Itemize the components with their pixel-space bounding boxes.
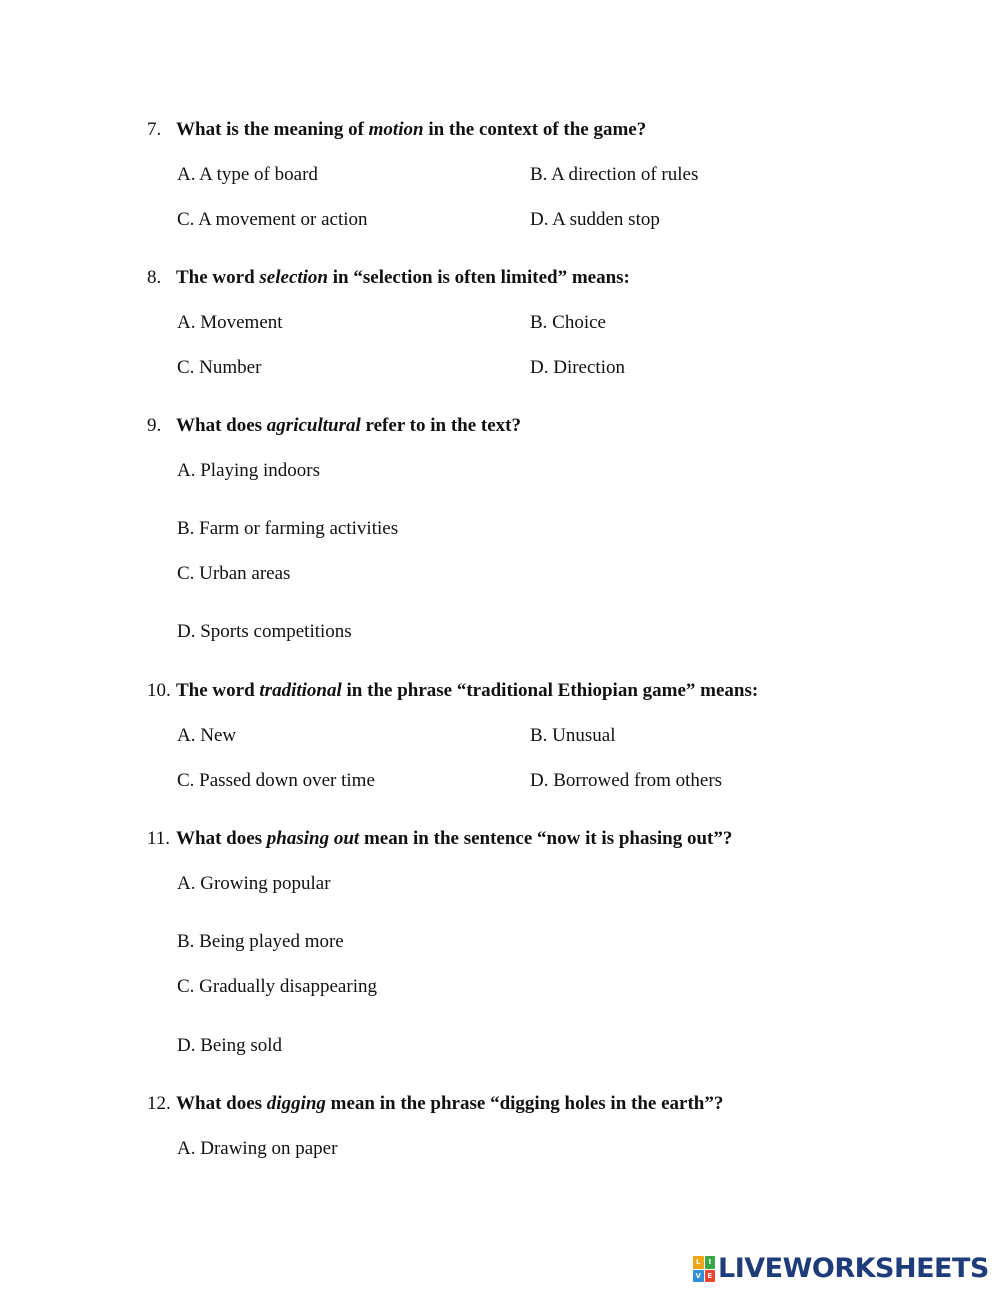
question-text-pre: What is the meaning of	[176, 119, 369, 140]
question-number: 8.	[147, 267, 162, 288]
question-text-post: refer to in the text?	[360, 415, 521, 436]
question-term: traditional	[259, 680, 342, 701]
question-text-post: in the phrase “traditional Ethiopian game” means:	[341, 680, 759, 701]
question-number: 12.	[147, 1093, 171, 1114]
option-10b[interactable]: B. Unusual	[530, 725, 616, 746]
option-10c[interactable]: C. Passed down over time	[177, 770, 375, 791]
option-11d[interactable]: D. Being sold	[177, 1035, 283, 1056]
option-11a[interactable]: A. Growing popular	[177, 873, 331, 894]
question-term: agricultural	[266, 415, 361, 436]
option-10a[interactable]: A. New	[177, 725, 237, 746]
option-8a[interactable]: A. Movement	[177, 312, 283, 333]
option-7b[interactable]: B. A direction of rules	[530, 164, 699, 185]
question-text-pre: What does	[176, 415, 267, 436]
question-9	[147, 415, 521, 437]
option-8d[interactable]: D. Direction	[530, 357, 625, 378]
question-12	[147, 1093, 723, 1115]
option-7d[interactable]: D. A sudden stop	[530, 209, 660, 230]
question-text-pre: The word	[176, 267, 260, 288]
option-9b[interactable]: B. Farm or farming activities	[177, 518, 399, 539]
option-8c[interactable]: C. Number	[177, 357, 262, 378]
question-text-post: in the context of the game?	[423, 119, 647, 140]
logo-letter-i: I	[705, 1256, 716, 1269]
question-number: 11.	[147, 828, 171, 849]
option-9c[interactable]: C. Urban areas	[177, 563, 291, 584]
option-12a[interactable]: A. Drawing on paper	[177, 1138, 338, 1159]
question-text-pre: The word	[176, 680, 260, 701]
question-7	[147, 119, 646, 141]
logo-letter-v: V	[693, 1270, 704, 1283]
question-text-post: mean in the sentence “now it is phasing out”?	[359, 828, 733, 849]
question-text-pre: What does	[176, 828, 267, 849]
option-8b[interactable]: B. Choice	[530, 312, 606, 333]
option-11b[interactable]: B. Being played more	[177, 931, 344, 952]
question-number: 7.	[147, 119, 162, 140]
question-term: phasing out	[266, 828, 360, 849]
question-11	[147, 828, 732, 850]
question-10	[147, 680, 758, 702]
question-text-pre: What does	[176, 1093, 267, 1114]
logo-letter-l: L	[693, 1256, 704, 1269]
logo-letter-e: E	[705, 1270, 716, 1283]
logo-text: LIVEWORKSHEETS	[718, 1253, 989, 1284]
question-8	[147, 267, 630, 289]
option-7a[interactable]: A. A type of board	[177, 164, 318, 185]
liveworksheets-logo[interactable]	[693, 1254, 989, 1284]
logo-mark-icon	[693, 1256, 715, 1282]
question-number: 10.	[147, 680, 171, 701]
option-11c[interactable]: C. Gradually disappearing	[177, 976, 377, 997]
question-text-post: mean in the phrase “digging holes in the earth”?	[325, 1093, 724, 1114]
question-term: digging	[266, 1093, 326, 1114]
question-text-post: in “selection is often limited” means:	[328, 267, 630, 288]
question-number: 9.	[147, 415, 162, 436]
option-9a[interactable]: A. Playing indoors	[177, 460, 321, 481]
option-7c[interactable]: C. A movement or action	[177, 209, 368, 230]
question-term: selection	[259, 267, 329, 288]
option-10d[interactable]: D. Borrowed from others	[530, 770, 723, 791]
question-term: motion	[368, 119, 424, 140]
option-9d[interactable]: D. Sports competitions	[177, 621, 352, 642]
